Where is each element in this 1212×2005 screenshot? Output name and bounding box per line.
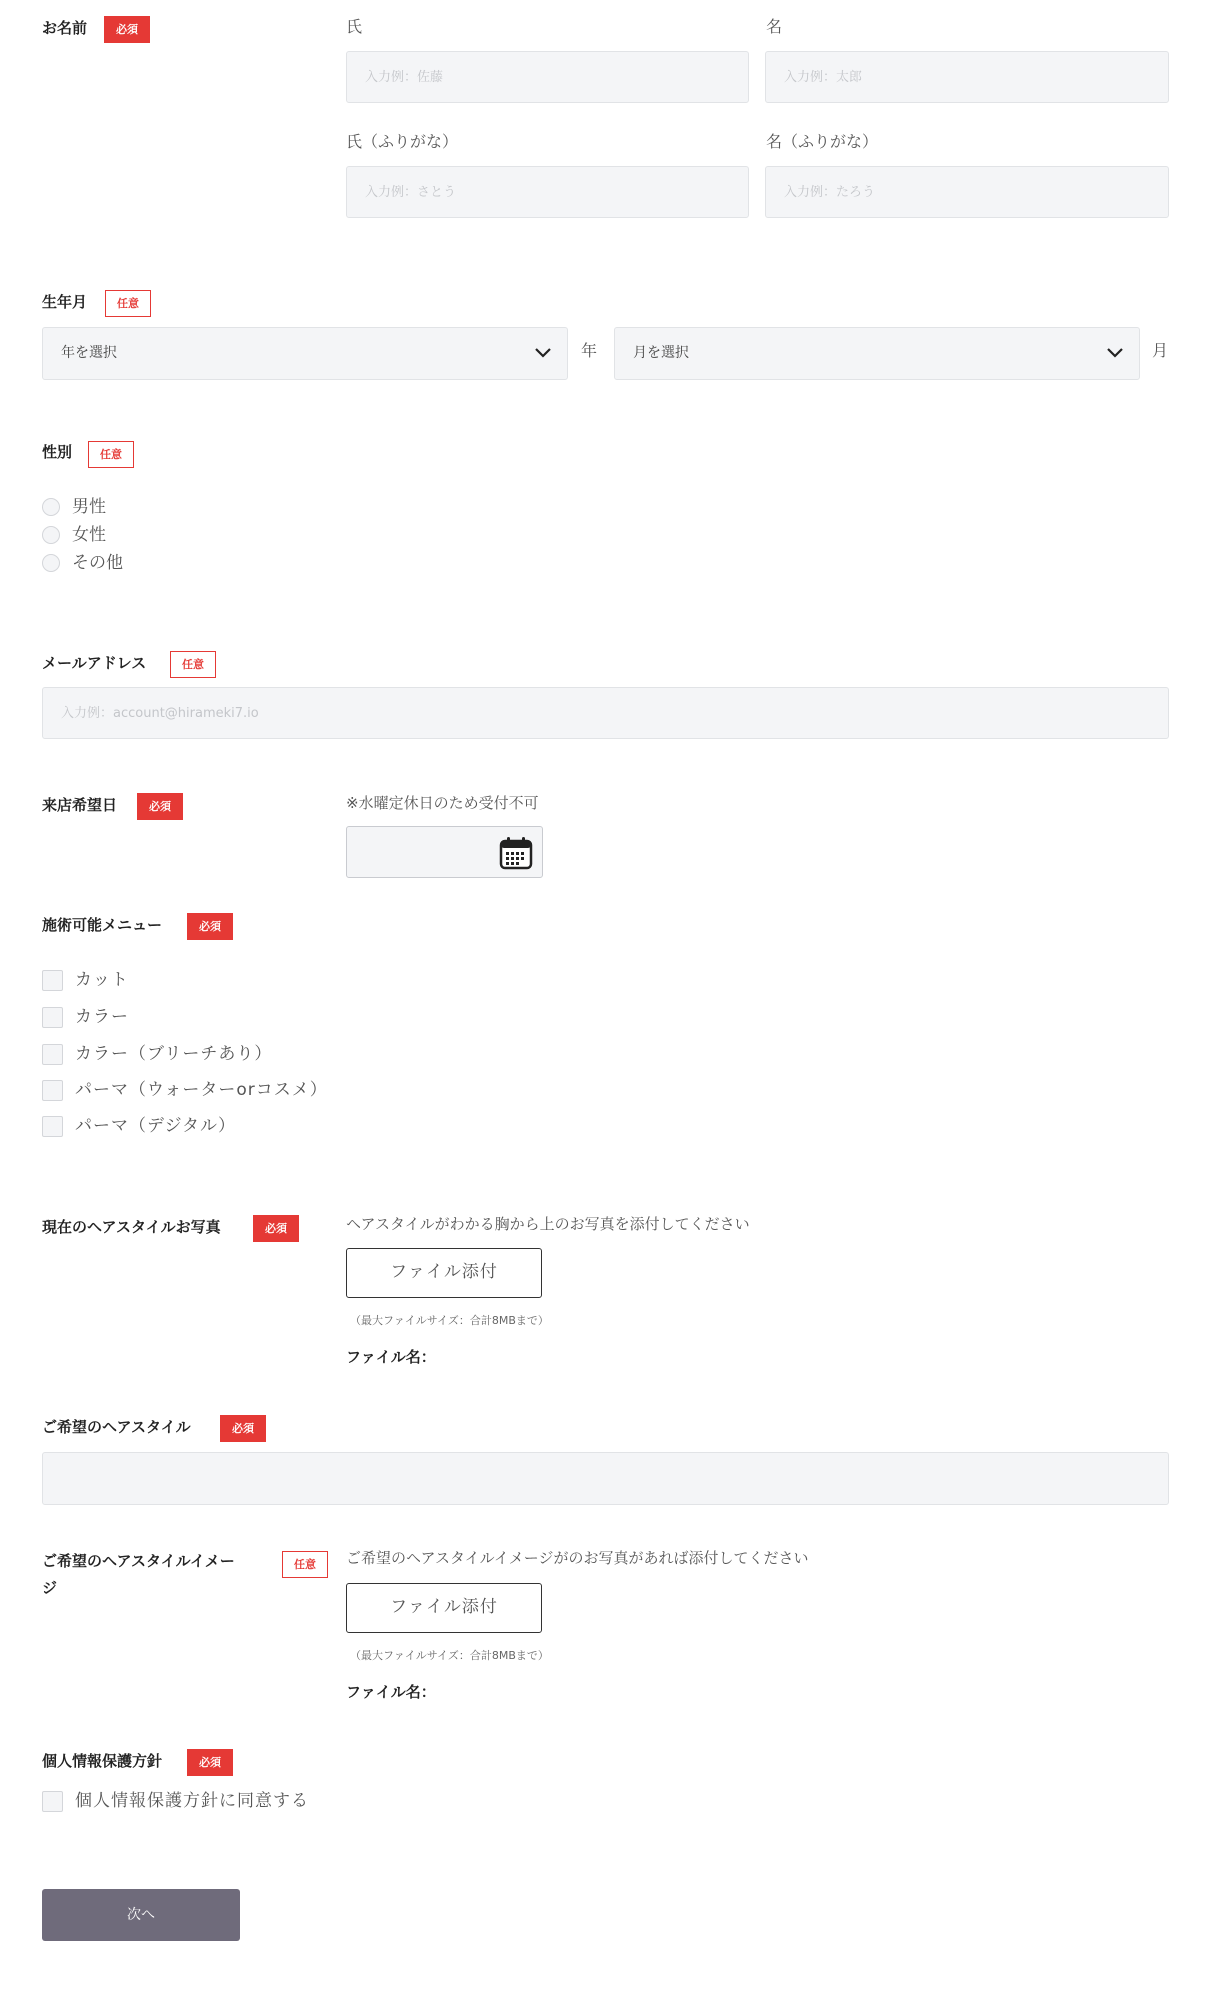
required-badge: 必須 [253,1215,299,1242]
menu-option-perm-digital[interactable] [42,1115,342,1137]
checkbox[interactable] [42,1116,63,1137]
current-photo-file-name: ファイル名： [346,1348,436,1366]
checkbox-label: パーマ（デジタル） [75,1116,236,1136]
optional-badge: 任意 [88,441,134,468]
desired-image-note: ご希望のヘアスタイルイメージがのお写真があれば添付してください [346,1549,809,1567]
gender-label: 性別 [42,443,73,461]
year-unit: 年 [581,341,598,360]
radio-button[interactable] [42,526,60,544]
email-input[interactable] [42,687,1169,739]
required-badge: 必須 [104,16,150,43]
name-label: お名前 [42,19,88,37]
visit-date-input[interactable] [346,826,543,878]
radio-label: 男性 [72,497,106,517]
first-name-kana-input[interactable] [765,166,1169,218]
optional-badge: 任意 [282,1551,328,1578]
first-name-kana-label: 名（ふりがな） [766,132,879,151]
menu-option-color[interactable] [42,1006,342,1028]
last-name-input[interactable] [346,51,749,103]
chevron-down-icon [533,346,553,360]
birth-year-select[interactable] [42,327,568,380]
required-badge: 必須 [220,1415,266,1442]
next-button[interactable]: 次へ [42,1889,240,1941]
checkbox-label: カット [75,970,129,990]
menu-option-cut[interactable] [42,969,342,991]
current-photo-label: 現在のヘアスタイルお写真 [42,1218,221,1236]
gender-option-male[interactable] [42,496,242,518]
privacy-label: 個人情報保護方針 [42,1752,163,1770]
first-name-label: 名 [766,17,783,36]
last-name-kana-label: 氏（ふりがな） [346,132,459,151]
desired-style-label: ご希望のヘアスタイル [42,1418,191,1436]
privacy-agree-option[interactable] [42,1790,362,1812]
required-badge: 必須 [137,793,183,820]
required-badge: 必須 [187,913,233,940]
birth-year-select-value: 年を選択 [61,345,117,361]
checkbox[interactable] [42,1007,63,1028]
checkbox-label: 個人情報保護方針に同意する [75,1791,309,1811]
menu-label: 施術可能メニュー [42,916,163,934]
visit-date-label: 来店希望日 [42,796,118,814]
checkbox[interactable] [42,1044,63,1065]
gender-option-other[interactable] [42,552,242,574]
desired-image-label: ご希望のヘアスタイルイメー [42,1552,235,1570]
current-photo-file-button[interactable]: ファイル添付 [346,1248,542,1298]
last-name-kana-input[interactable] [346,166,749,218]
desired-style-input[interactable] [42,1452,1169,1505]
checkbox[interactable] [42,1080,63,1101]
visit-date-note: ※水曜定休日のため受付不可 [346,794,539,812]
checkbox-label: カラー（ブリーチあり） [75,1044,273,1064]
menu-option-color-bleach[interactable] [42,1043,342,1065]
calendar-icon[interactable] [498,835,534,871]
birth-label: 生年月 [42,293,88,311]
optional-badge: 任意 [105,290,151,317]
birth-month-select[interactable] [614,327,1140,380]
first-name-input[interactable] [765,51,1169,103]
desired-image-file-button[interactable]: ファイル添付 [346,1583,542,1633]
radio-button[interactable] [42,498,60,516]
menu-option-perm-water[interactable] [42,1079,342,1101]
current-photo-size-note: （最大ファイルサイズ：合計8MBまで） [350,1314,549,1327]
chevron-down-icon [1105,346,1125,360]
optional-badge: 任意 [170,651,216,678]
month-unit: 月 [1152,341,1169,360]
desired-image-file-name: ファイル名： [346,1683,436,1701]
email-label: メールアドレス [42,654,147,672]
radio-button[interactable] [42,554,60,572]
gender-option-female[interactable] [42,524,242,546]
birth-month-select-value: 月を選択 [633,345,689,361]
checkbox-label: パーマ（ウォーターorコスメ） [75,1080,328,1100]
checkbox[interactable] [42,1791,63,1812]
radio-label: 女性 [72,525,106,545]
last-name-label: 氏 [346,17,363,36]
checkbox[interactable] [42,970,63,991]
checkbox-label: カラー [75,1007,129,1027]
desired-image-size-note: （最大ファイルサイズ：合計8MBまで） [350,1649,549,1662]
required-badge: 必須 [187,1749,233,1776]
radio-label: その他 [72,553,123,573]
desired-image-label-wrap: ジ [42,1579,58,1597]
current-photo-note: ヘアスタイルがわかる胸から上のお写真を添付してください [346,1215,750,1233]
